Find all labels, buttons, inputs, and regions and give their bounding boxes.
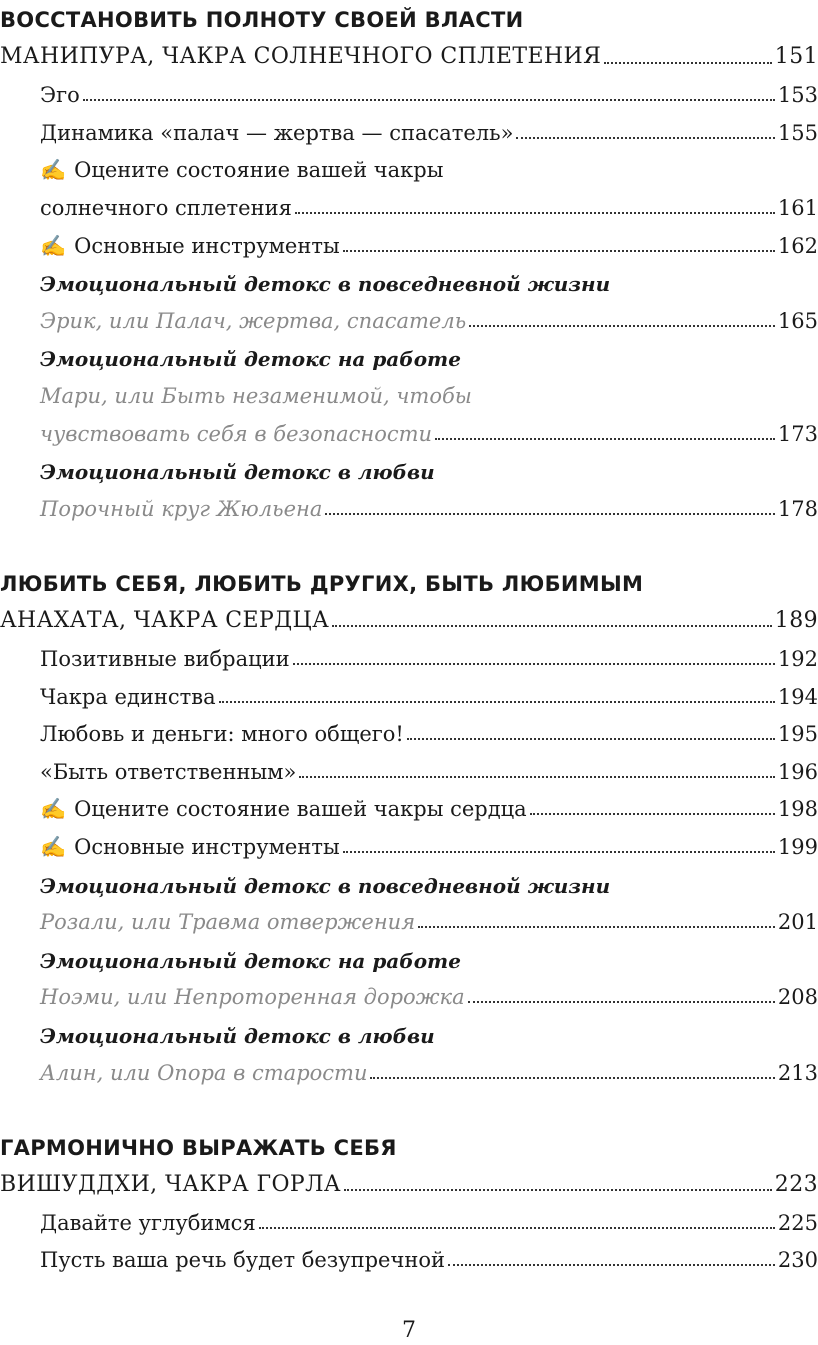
toc-entry-label: Ноэми, или Непроторенная дорожка xyxy=(40,985,465,1010)
subsection-heading-label: Эмоциональный детокс в повседневной жизни xyxy=(40,873,611,898)
dot-leader xyxy=(516,136,774,139)
chapter-entry-page: 223 xyxy=(774,1172,818,1197)
toc-entry[interactable] xyxy=(0,414,818,446)
toc-entry[interactable] xyxy=(0,75,818,107)
hand-pen-icon: ✍ xyxy=(40,158,67,183)
dot-leader xyxy=(435,437,775,440)
subsection-heading[interactable] xyxy=(0,451,818,483)
toc-entry[interactable] xyxy=(0,902,818,934)
toc-entry-label: Динамика «палач — жертва — спасатель» xyxy=(40,120,514,145)
toc-entry[interactable] xyxy=(0,1203,818,1235)
subsection-heading[interactable] xyxy=(0,940,818,972)
toc-entry-label: Оцените состояние вашей чакры сердца xyxy=(74,797,527,822)
toc-entry-page: 199 xyxy=(777,834,818,859)
dot-leader xyxy=(259,1226,775,1229)
subsection-heading[interactable] xyxy=(0,865,818,897)
chapter-entry-page: 189 xyxy=(774,608,818,634)
toc-entry-label: Алин, или Опора в старости xyxy=(40,1060,368,1085)
subsection-heading[interactable] xyxy=(0,1015,818,1047)
dot-leader xyxy=(295,211,775,214)
toc-entry[interactable] xyxy=(0,376,818,408)
toc-entry-page: 225 xyxy=(777,1210,818,1235)
toc-entry-label: Любовь и деньги: много общего! xyxy=(40,722,404,747)
toc-entry-page: 198 xyxy=(777,797,818,822)
dot-leader xyxy=(407,737,775,740)
subsection-heading-label: Эмоциональный детокс на работе xyxy=(40,948,461,973)
toc-entry[interactable] xyxy=(0,977,818,1009)
toc-entry[interactable] xyxy=(0,714,818,746)
dot-leader xyxy=(293,662,775,665)
chapter-entry[interactable] xyxy=(0,38,818,70)
subsection-heading-label: Эмоциональный детокс в любви xyxy=(40,1024,435,1048)
dot-leader xyxy=(418,925,775,928)
dot-leader xyxy=(299,775,775,778)
dot-leader xyxy=(332,624,772,627)
toc-entry-page: 153 xyxy=(777,83,818,108)
subsection-heading[interactable] xyxy=(0,338,818,370)
hand-pen-icon: ✍ xyxy=(40,834,67,859)
toc-entry[interactable] xyxy=(0,113,818,145)
subsection-heading[interactable] xyxy=(0,263,818,295)
chapter-entry[interactable] xyxy=(0,601,818,633)
toc-entry-label: Основные инструменты xyxy=(74,834,340,859)
toc-entry-page: 173 xyxy=(777,421,818,446)
toc-entry-label: Позитивные вибрации xyxy=(40,646,290,671)
toc-entry-label: Основные инструменты xyxy=(74,233,340,258)
section-title: ВОССТАНОВИТЬ ПОЛНОТУ СВОЕЙ ВЛАСТИ xyxy=(0,7,524,32)
dot-leader xyxy=(604,61,772,64)
dot-leader xyxy=(530,812,775,815)
toc-entry-page: 195 xyxy=(777,722,818,747)
toc-entry[interactable] xyxy=(0,827,818,859)
toc-entry-page: 155 xyxy=(777,120,818,145)
toc-entry-label: Мари, или Быть незаменимой, чтобы xyxy=(40,383,472,408)
toc-entry-page: 194 xyxy=(777,684,818,709)
toc-entry[interactable] xyxy=(0,226,818,258)
dot-leader xyxy=(469,324,775,327)
dot-leader xyxy=(83,98,775,101)
toc-entry[interactable] xyxy=(0,150,818,182)
subsection-heading-label: Эмоциональный детокс в повседневной жизни xyxy=(40,272,611,297)
section-title: ГАРМОНИЧНО ВЫРАЖАТЬ СЕБЯ xyxy=(0,1135,397,1160)
section-title: ЛЮБИТЬ СЕБЯ, ЛЮБИТЬ ДРУГИХ, БЫТЬ ЛЮБИМЫМ xyxy=(0,571,644,596)
dot-leader xyxy=(219,700,775,703)
hand-pen-icon: ✍ xyxy=(40,233,67,258)
toc-entry[interactable] xyxy=(0,188,818,220)
chapter-entry-label: АНАХАТА, ЧАКРА СЕРДЦА xyxy=(0,608,330,634)
toc-entry[interactable] xyxy=(0,789,818,821)
toc-entry-page: 178 xyxy=(777,496,818,521)
toc-entry[interactable] xyxy=(0,639,818,671)
toc-entry-page: 213 xyxy=(777,1060,818,1085)
toc-entry-label: Оцените состояние вашей чакры xyxy=(74,158,444,183)
toc-entry[interactable] xyxy=(0,677,818,709)
subsection-heading-label: Эмоциональный детокс в любви xyxy=(40,460,435,485)
toc-entry-label: Порочный круг Жюльена xyxy=(40,496,323,521)
toc-entry-page: 201 xyxy=(777,910,818,935)
dot-leader xyxy=(448,1263,775,1266)
chapter-entry-label: МАНИПУРА, ЧАКРА СОЛНЕЧНОГО СПЛЕТЕНИЯ xyxy=(0,44,602,70)
toc-entry-page: 161 xyxy=(777,195,818,220)
toc-entry-page: 196 xyxy=(777,759,818,784)
toc-entry[interactable] xyxy=(0,752,818,784)
page-number: 7 xyxy=(402,1318,416,1343)
chapter-entry-label: ВИШУДДХИ, ЧАКРА ГОРЛА xyxy=(0,1172,341,1197)
hand-pen-icon: ✍ xyxy=(40,797,67,822)
chapter-entry-page: 151 xyxy=(774,44,818,70)
dot-leader xyxy=(325,512,775,515)
toc-entry-label: чувствовать себя в безопасности xyxy=(40,421,433,446)
toc-entry-label: Эрик, или Палач, жертва, спасатель xyxy=(40,308,467,333)
toc-entry-page: 208 xyxy=(777,985,818,1010)
toc-entry-page: 192 xyxy=(777,646,818,671)
chapter-entry[interactable] xyxy=(0,1165,818,1197)
toc-entry-label: Давайте углубимся xyxy=(40,1210,256,1235)
toc-entry-page: 162 xyxy=(777,233,818,258)
dot-leader xyxy=(468,1000,775,1003)
toc-entry-page: 230 xyxy=(777,1248,818,1273)
toc-entry-page: 165 xyxy=(777,308,818,333)
dot-leader xyxy=(343,850,775,853)
toc-entry[interactable] xyxy=(0,301,818,333)
toc-entry-label: Пусть ваша речь будет безупречной xyxy=(40,1248,445,1273)
toc-entry-label: «Быть ответственным» xyxy=(40,759,297,784)
toc-entry[interactable] xyxy=(0,1240,818,1272)
dot-leader xyxy=(344,1188,772,1191)
toc-entry-label: солнечного сплетения xyxy=(40,195,292,220)
dot-leader xyxy=(343,249,775,252)
toc-entry-label: Чакра единства xyxy=(40,684,216,709)
toc-entry-label: Эго xyxy=(40,83,80,108)
toc-entry[interactable] xyxy=(0,1053,818,1085)
toc-entry-label: Розали, или Травма отвержения xyxy=(40,910,416,935)
dot-leader xyxy=(370,1076,774,1079)
toc-entry[interactable] xyxy=(0,489,818,521)
subsection-heading-label: Эмоциональный детокс на работе xyxy=(40,347,461,372)
